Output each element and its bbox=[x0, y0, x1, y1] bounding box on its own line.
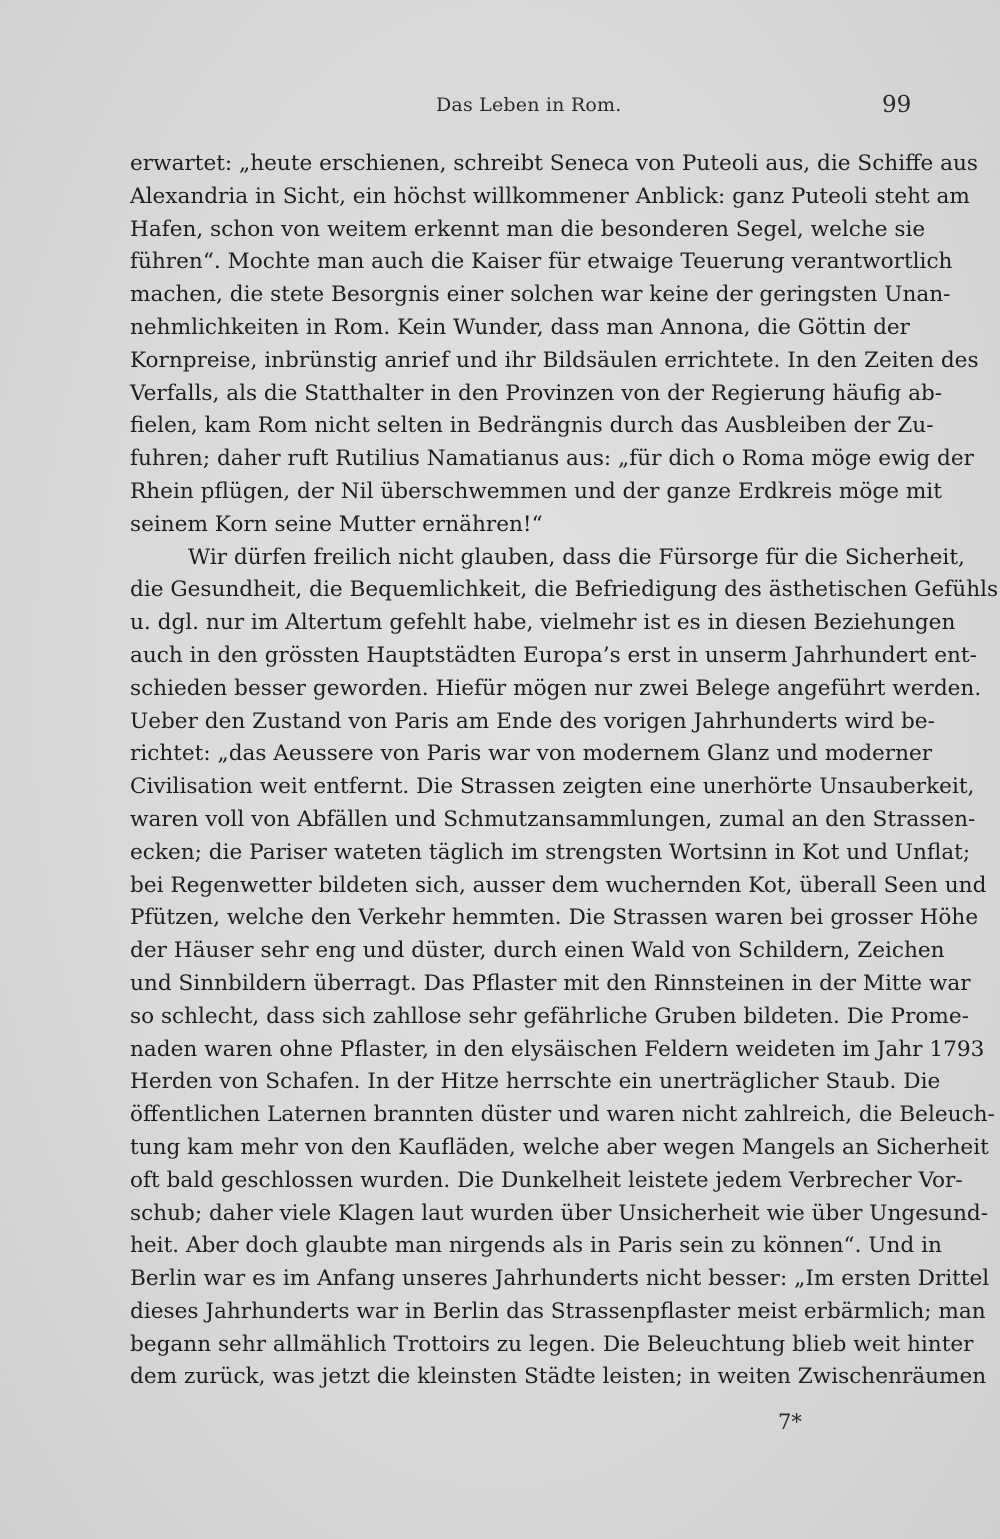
page-header bbox=[0, 94, 1000, 124]
text-line: Verfalls, als die Statthalter in den Provinzen von der Regierung häufig ab- bbox=[130, 380, 943, 406]
text-line: erwartet: „heute erschienen, schreibt Seneca von Puteoli aus, die Schiffe aus bbox=[130, 151, 978, 176]
text-line: die Gesundheit, die Bequemlichkeit, die Befriedigung des ästhetischen Gefühls bbox=[130, 577, 999, 603]
text-line: der Häuser sehr eng und düster, durch einen Wald von Schildern, Zeichen bbox=[130, 938, 945, 964]
text-line: u. dgl. nur im Altertum gefehlt habe, vielmehr ist es in diesen Beziehungen bbox=[130, 610, 956, 636]
text-line: nehmlichkeiten in Rom. Kein Wunder, dass man Annona, die Göttin der bbox=[130, 314, 910, 340]
paragraph-first-line: Wir dürfen freilich nicht glauben, dass die Fürsorge für die Sicherheit, bbox=[188, 544, 965, 570]
text-line: fuhren; daher ruft Rutilius Namatianus aus: „für dich o Roma möge ewig der bbox=[130, 446, 974, 472]
text-line: seinem Korn seine Mutter ernähren!“ bbox=[130, 511, 543, 537]
text-line: oft bald geschlossen wurden. Die Dunkelheit leistete jedem Verbrecher Vor- bbox=[130, 1167, 963, 1193]
page-number: 99 bbox=[882, 92, 912, 118]
text-line: Ueber den Zustand von Paris am Ende des vorigen Jahrhunderts wird be- bbox=[130, 708, 935, 734]
text-line: und Sinnbildern überragt. Das Pflaster mit den Rinnsteinen in der Mitte war bbox=[130, 970, 971, 996]
text-line: machen, die stete Besorgnis einer solchen war keine der geringsten Unan- bbox=[130, 282, 951, 308]
text-line: Civilisation weit entfernt. Die Strassen zeigten eine unerhörte Unsauberkeit, bbox=[130, 774, 975, 800]
text-line: Berlin war es im Anfang unseres Jahrhunderts nicht besser: „Im ersten Drittel bbox=[130, 1266, 990, 1292]
text-line: Rhein pflügen, der Nil überschwemmen und der ganze Erdkreis möge mit bbox=[130, 478, 942, 504]
text-line: so schlecht, dass sich zahllose sehr gefährliche Gruben bildeten. Die Prome- bbox=[130, 1003, 969, 1029]
text-line: öffentlichen Laternen brannten düster und waren nicht zahlreich, die Beleuch- bbox=[130, 1102, 995, 1128]
text-line: waren voll von Abfällen und Schmutzansammlungen, zumal an den Strassen- bbox=[130, 806, 976, 832]
text-line: auch in den grössten Hauptstädten Europa’s erst in unserm Jahrhundert ent- bbox=[130, 642, 977, 668]
text-line: tung kam mehr von den Kaufläden, welche aber wegen Mangels an Sicherheit bbox=[130, 1134, 989, 1160]
signature-mark: 7* bbox=[778, 1410, 802, 1434]
text-line: richtet: „das Aeussere von Paris war von modernem Glanz und moderner bbox=[130, 741, 933, 767]
text-line: dieses Jahrhunderts war in Berlin das Strassenpflaster meist erbärmlich; man bbox=[130, 1298, 986, 1324]
text-line: dem zurück, was jetzt die kleinsten Städte leisten; in weiten Zwischenräumen bbox=[130, 1364, 987, 1390]
text-line: Kornpreise, inbrünstig anrief und ihr Bildsäulen errichtete. In den Zeiten des bbox=[130, 347, 979, 373]
text-line: naden waren ohne Pflaster, in den elysäischen Feldern weideten im Jahr 1793 bbox=[130, 1036, 985, 1062]
text-line: Alexandria in Sicht, ein höchst willkommener Anblick: ganz Puteoli steht am bbox=[130, 183, 970, 209]
text-line: heit. Aber doch glaubte man nirgends als in Paris sein zu können“. Und in bbox=[130, 1233, 942, 1259]
running-title: Das Leben in Rom. bbox=[436, 94, 622, 116]
text-line: begann sehr allmählich Trottoirs zu legen. Die Beleuchtung blieb weit hinter bbox=[130, 1331, 974, 1357]
text-line: ecken; die Pariser wateten täglich im strengsten Wortsinn in Kot und Unflat; bbox=[130, 839, 971, 865]
text-line: Pfützen, welche den Verkehr hemmten. Die Strassen waren bei grosser Höhe bbox=[130, 905, 979, 931]
body-text bbox=[130, 148, 999, 1394]
text-line: fielen, kam Rom nicht selten in Bedrängnis durch das Ausbleiben der Zu- bbox=[130, 413, 934, 439]
text-line: führen“. Mochte man auch die Kaiser für etwaige Teuerung verantwortlich bbox=[130, 249, 953, 275]
text-line: bei Regenwetter bildeten sich, ausser dem wuchernden Kot, überall Seen und bbox=[130, 872, 987, 898]
text-line: schieden besser geworden. Hiefür mögen nur zwei Belege angeführt werden. bbox=[130, 675, 982, 701]
text-line: Herden von Schafen. In der Hitze herrschte ein unerträglicher Staub. Die bbox=[130, 1069, 941, 1095]
text-line: Hafen, schon von weitem erkennt man die besonderen Segel, welche sie bbox=[130, 216, 926, 242]
text-line: schub; daher viele Klagen laut wurden über Unsicherheit wie über Ungesund- bbox=[130, 1200, 989, 1226]
